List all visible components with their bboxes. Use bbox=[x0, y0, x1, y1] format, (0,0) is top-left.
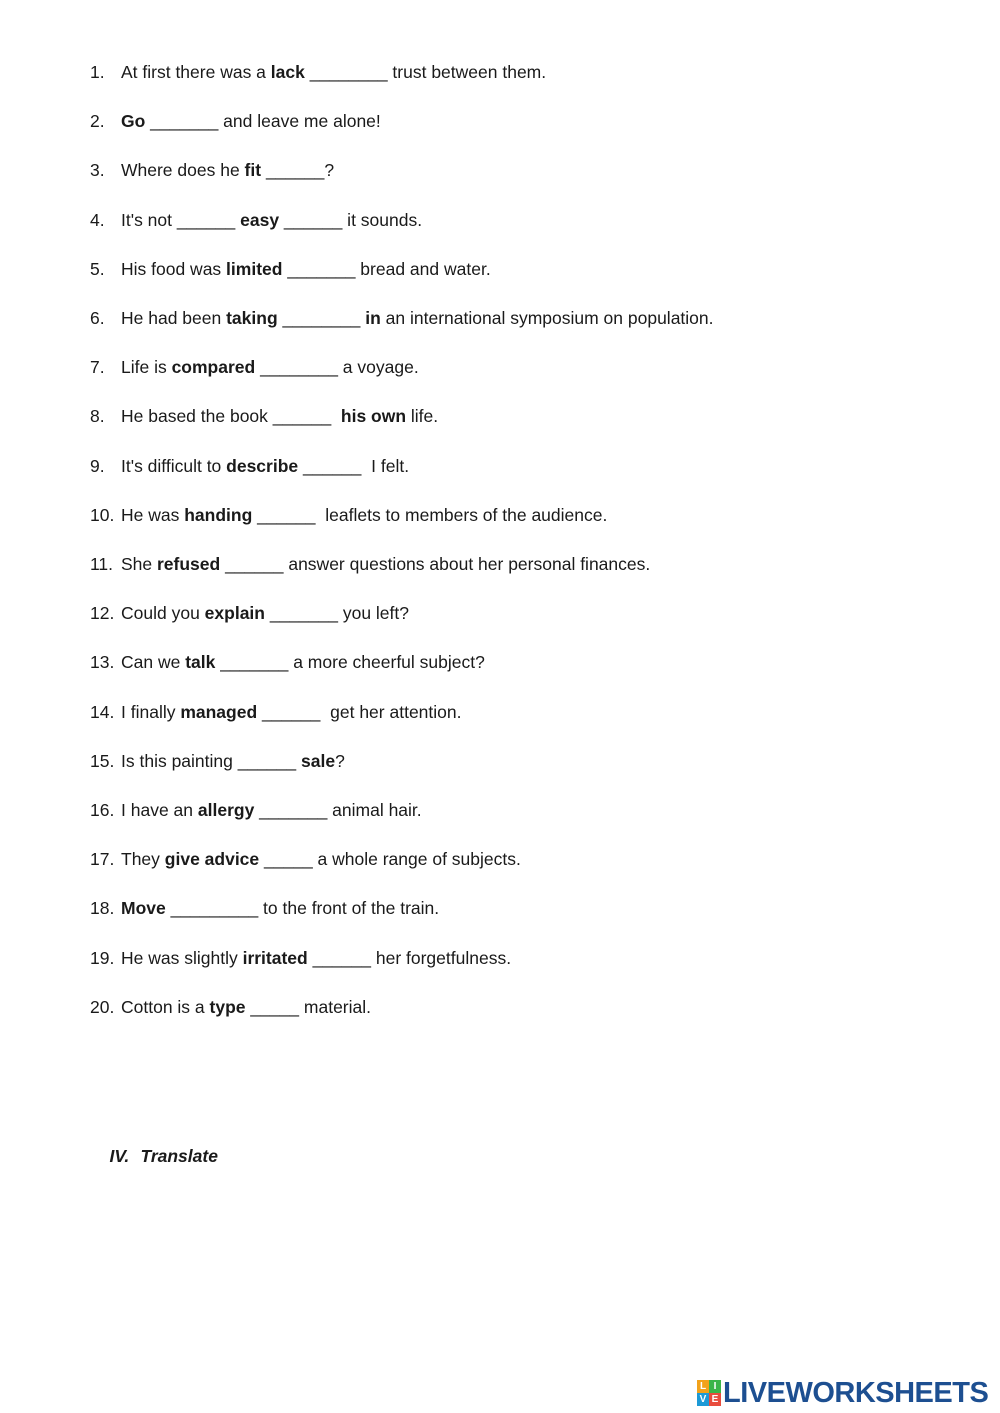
item-number: 4. bbox=[90, 209, 105, 230]
keyword: Move bbox=[121, 898, 166, 919]
sentence-text: He based the book ______ bbox=[121, 406, 341, 427]
sentence-text: They bbox=[121, 849, 165, 870]
sentence-text: I finally bbox=[121, 701, 181, 722]
sentence-text: He was bbox=[121, 504, 185, 525]
sentence-text: ______ get her attention. bbox=[257, 701, 462, 722]
item-number: 9. bbox=[90, 455, 105, 476]
exercise-item bbox=[90, 601, 409, 625]
item-number: 6. bbox=[90, 308, 105, 328]
exercise-item bbox=[90, 798, 422, 822]
sentence-text: Can we bbox=[121, 652, 186, 673]
item-number: 20. bbox=[90, 996, 115, 1017]
exercise-item bbox=[90, 503, 607, 527]
keyword: allergy bbox=[197, 800, 255, 820]
keyword: managed bbox=[180, 701, 258, 722]
sentence-text: ______ I felt. bbox=[298, 455, 410, 476]
keyword: his own bbox=[340, 406, 407, 427]
item-number: 15. bbox=[90, 750, 115, 771]
item-number: 3. bbox=[90, 160, 105, 181]
item-number: 14. bbox=[90, 701, 115, 722]
sentence-text: His food was bbox=[121, 258, 227, 279]
sentence-text: _______ a more cheerful subject? bbox=[215, 652, 485, 673]
sentence-text: Cotton is a bbox=[121, 996, 210, 1017]
item-number: 17. bbox=[90, 849, 115, 870]
exercise-item bbox=[90, 208, 422, 232]
keyword: fit bbox=[244, 160, 262, 181]
sentence-text: _______ you left? bbox=[264, 603, 409, 624]
sentence-text: ______ it sounds. bbox=[279, 209, 423, 230]
sentence-text: _______ and leave me alone! bbox=[145, 111, 381, 132]
liveworksheets-logo[interactable] bbox=[697, 1378, 988, 1408]
sentence-text: ______ answer questions about her personal finances. bbox=[220, 554, 651, 574]
sentence-text: ? bbox=[335, 750, 345, 771]
sentence-text: At first there was a bbox=[121, 62, 271, 82]
exercise-item bbox=[90, 995, 371, 1019]
exercise-item bbox=[90, 306, 714, 330]
keyword: easy bbox=[240, 209, 280, 230]
keyword: describe bbox=[226, 455, 299, 476]
keyword: sale bbox=[301, 750, 336, 771]
exercise-item bbox=[90, 257, 491, 281]
keyword: talk bbox=[185, 652, 216, 673]
sentence-text: _______ bread and water. bbox=[282, 258, 491, 279]
exercise-item bbox=[90, 552, 650, 576]
item-number: 16. bbox=[90, 800, 115, 820]
item-number: 8. bbox=[90, 406, 105, 427]
logo-mark-letter: E bbox=[709, 1393, 721, 1406]
item-number: 1. bbox=[90, 62, 105, 82]
sentence-text: ________ bbox=[277, 308, 366, 328]
keyword: lack bbox=[270, 62, 305, 82]
keyword: taking bbox=[226, 308, 278, 328]
exercise-item bbox=[90, 650, 485, 674]
sentence-text: ______ leaflets to members of the audience. bbox=[252, 504, 608, 525]
sentence-text: _________ to the front of the train. bbox=[165, 898, 440, 919]
sentence-text: an international symposium on population. bbox=[380, 308, 714, 328]
sentence-text: ______? bbox=[261, 160, 335, 181]
section-numeral: IV. bbox=[109, 1146, 130, 1166]
keyword: handing bbox=[184, 504, 253, 525]
sentence-text: _____ a whole range of subjects. bbox=[259, 849, 521, 870]
sentence-text: _______ animal hair. bbox=[254, 800, 422, 820]
section-heading bbox=[90, 1120, 218, 1166]
exercise-item bbox=[90, 404, 438, 428]
sentence-text: I have an bbox=[121, 800, 198, 820]
exercise-item bbox=[90, 749, 345, 773]
exercise-item bbox=[90, 60, 546, 84]
keyword: in bbox=[365, 308, 381, 328]
exercise-item bbox=[90, 454, 409, 478]
keyword: irritated bbox=[242, 947, 308, 968]
keyword: refused bbox=[157, 554, 221, 574]
logo-text: LIVEWORKSHEETS bbox=[723, 1377, 989, 1409]
sentence-text: ________ a voyage. bbox=[255, 357, 419, 378]
sentence-text: ________ trust between them. bbox=[304, 62, 547, 82]
sentence-text: life. bbox=[406, 406, 439, 427]
item-number: 5. bbox=[90, 258, 105, 279]
logo-mark-icon bbox=[697, 1380, 721, 1406]
exercise-item bbox=[90, 946, 511, 970]
keyword: type bbox=[209, 996, 246, 1017]
logo-mark-letter: I bbox=[709, 1380, 721, 1393]
item-number: 10. bbox=[90, 504, 115, 525]
exercise-item bbox=[90, 896, 439, 920]
exercise-item bbox=[90, 109, 381, 133]
item-number: 11. bbox=[90, 554, 114, 574]
exercise-item bbox=[90, 158, 334, 182]
sentence-text: Life is bbox=[121, 357, 172, 378]
item-number: 2. bbox=[90, 111, 105, 132]
sentence-text: It's difficult to bbox=[121, 455, 227, 476]
sentence-text: Could you bbox=[121, 603, 205, 624]
sentence-text: He was slightly bbox=[121, 947, 243, 968]
logo-mark-letter: L bbox=[697, 1380, 709, 1393]
keyword: Go bbox=[121, 111, 146, 132]
keyword: explain bbox=[204, 603, 265, 624]
sentence-text: She bbox=[121, 554, 157, 574]
exercise-item bbox=[90, 355, 419, 379]
item-number: 7. bbox=[90, 357, 105, 378]
logo-mark-letter: V bbox=[697, 1393, 709, 1406]
keyword: give advice bbox=[164, 849, 260, 870]
item-number: 13. bbox=[90, 652, 115, 673]
sentence-text: Where does he bbox=[121, 160, 245, 181]
sentence-text: It's not ______ bbox=[121, 209, 241, 230]
section-title: Translate bbox=[140, 1146, 218, 1166]
exercise-item bbox=[90, 700, 461, 724]
sentence-text: Is this painting ______ bbox=[121, 750, 301, 771]
item-number: 18. bbox=[90, 898, 115, 919]
sentence-text: He had been bbox=[121, 308, 227, 328]
sentence-text: ______ her forgetfulness. bbox=[307, 947, 512, 968]
item-number: 19. bbox=[90, 947, 115, 968]
sentence-text: _____ material. bbox=[245, 996, 372, 1017]
exercise-item bbox=[90, 847, 521, 871]
keyword: limited bbox=[226, 258, 283, 279]
item-number: 12. bbox=[90, 603, 115, 624]
keyword: compared bbox=[171, 357, 256, 378]
